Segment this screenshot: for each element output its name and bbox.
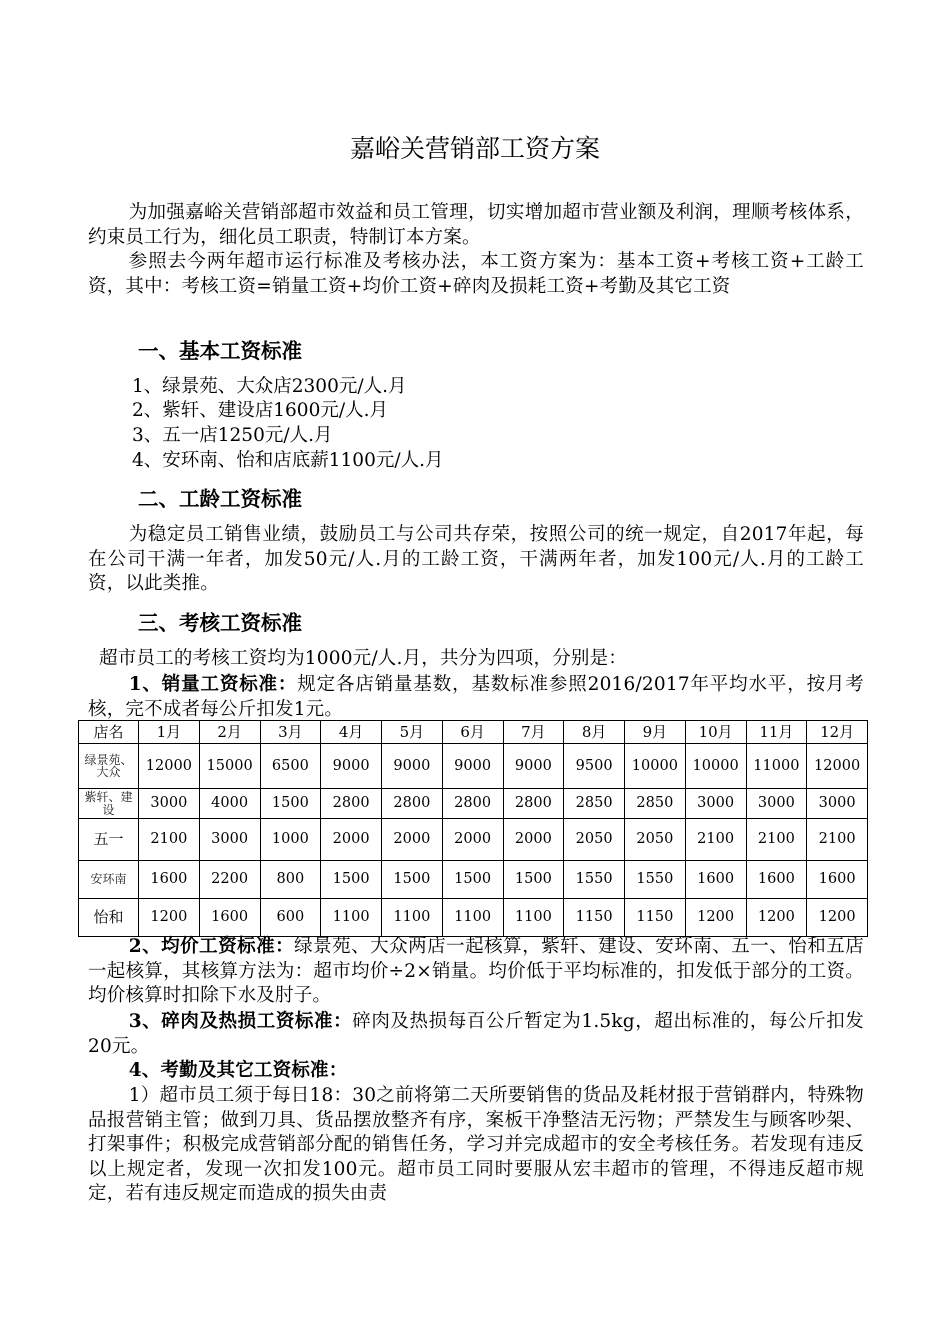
sales-base-cell: 3000 <box>199 819 260 861</box>
sales-base-cell: 9500 <box>564 744 625 789</box>
sales-base-cell: 12000 <box>807 744 868 789</box>
sales-base-cell: 11000 <box>746 744 807 789</box>
header-store: 店名 <box>79 721 139 744</box>
store-name-cell: 五一 <box>79 819 139 861</box>
sales-base-cell: 2850 <box>625 789 686 819</box>
sales-base-cell: 1100 <box>321 899 382 937</box>
sales-base-cell: 1600 <box>746 861 807 899</box>
sales-base-cell: 800 <box>260 861 321 899</box>
header-month: 6月 <box>442 721 503 744</box>
table-header-row <box>79 721 868 744</box>
sales-base-cell: 2800 <box>382 789 443 819</box>
sales-base-cell: 1500 <box>503 861 564 899</box>
table-row <box>79 819 868 861</box>
store-name-cell: 怡和 <box>79 899 139 937</box>
sales-base-cell: 10000 <box>625 744 686 789</box>
sales-base-cell: 10000 <box>685 744 746 789</box>
sales-base-cell: 2000 <box>442 819 503 861</box>
sales-base-cell: 1100 <box>503 899 564 937</box>
sales-base-cell: 1100 <box>382 899 443 937</box>
basic-salary-item-3: 3、五一店1250元/人.月 <box>132 425 333 446</box>
sales-base-cell: 3000 <box>139 789 200 819</box>
header-month: 5月 <box>382 721 443 744</box>
sales-base-cell: 12000 <box>139 744 200 789</box>
header-month: 11月 <box>746 721 807 744</box>
basic-salary-item-1: 1、绿景苑、大众店2300元/人.月 <box>132 376 407 397</box>
sales-base-cell: 3000 <box>746 789 807 819</box>
header-month: 4月 <box>321 721 382 744</box>
sales-base-cell: 1200 <box>139 899 200 937</box>
sales-base-cell: 2800 <box>442 789 503 819</box>
sales-base-cell: 2000 <box>503 819 564 861</box>
sales-base-cell: 9000 <box>442 744 503 789</box>
table-row <box>79 861 868 899</box>
sales-standard-text: 规定各店销量基数，基数标准参照2016/2017年平均水平，按月考核，完不成者每公斤扣发1元。 <box>88 674 864 720</box>
sales-base-cell: 2100 <box>746 819 807 861</box>
sales-base-cell: 9000 <box>503 744 564 789</box>
header-month: 10月 <box>685 721 746 744</box>
sales-base-cell: 2100 <box>807 819 868 861</box>
page-title: 嘉峪关营销部工资方案 <box>349 134 600 163</box>
sales-base-cell: 2000 <box>382 819 443 861</box>
table-body <box>79 744 868 937</box>
sales-base-cell: 1150 <box>564 899 625 937</box>
header-month: 12月 <box>807 721 868 744</box>
avg-price-standard-text: 绿景苑、大众两店一起核算，紫轩、建设、安环南、五一、怡和五店一起核算，其核算方法为：超市均价÷2×销量。均价低于平均标准的，扣发低于部分的工资。均价核算时扣除下水及肘子。 <box>88 936 864 1006</box>
header-month: 2月 <box>199 721 260 744</box>
sales-base-cell: 1500 <box>260 789 321 819</box>
sales-base-cell: 2850 <box>564 789 625 819</box>
header-month: 9月 <box>625 721 686 744</box>
sales-base-cell: 1600 <box>139 861 200 899</box>
table-row <box>79 899 868 937</box>
header-month: 3月 <box>260 721 321 744</box>
sales-base-cell: 1500 <box>382 861 443 899</box>
header-month: 1月 <box>139 721 200 744</box>
sales-base-cell: 2800 <box>321 789 382 819</box>
intro-paragraph-2: 参照去今两年超市运行标准及考核办法，本工资方案为：基本工资+考核工资+工龄工资，其中：考核工资=销量工资+均价工资+碎肉及损耗工资+考勤及其它工资 <box>88 251 864 297</box>
sales-base-cell: 1600 <box>199 899 260 937</box>
sales-base-cell: 9000 <box>382 744 443 789</box>
avg-price-standard-label: 2、均价工资标准： <box>128 936 295 957</box>
store-name-cell: 紫轩、建设 <box>79 789 139 819</box>
sales-base-cell: 4000 <box>199 789 260 819</box>
attendance-standard-heading <box>88 1059 864 1084</box>
assessment-intro: 超市员工的考核工资均为1000元/人.月，共分为四项，分别是： <box>99 648 627 669</box>
seniority-salary-paragraph: 为稳定员工销售业绩，鼓励员工与公司共存荣，按照公司的统一规定，自2017年起，每在公司干满一年者，加发50元/人.月的工龄工资，干满两年者，加发100元/人.月的工龄工资，以此类推。 <box>88 524 864 594</box>
attendance-standard-paragraph: 1）超市员工须于每日18：30之前将第二天所要销售的货品及耗材报于营销群内，特殊物品报营销主管；做到刀具、货品摆放整齐有序，案板干净整洁无污物；严禁发生与顾客吵架、打架事件；积极完成营销部分配的销售任务，学习并完成超市的安全考核任务。若发现有违反以上规定者，发现一次扣发100元。超市员工同时要服从宏丰超市的管理，不得违反超市规定，若有违反规定而造成的损失由责 <box>88 1085 864 1204</box>
sales-base-cell: 1200 <box>807 899 868 937</box>
sales-base-cell: 2200 <box>199 861 260 899</box>
scrap-loss-standard-text: 碎肉及热损每百公斤暂定为1.5kg，超出标准的，每公斤扣发20元。 <box>88 1011 864 1057</box>
intro-paragraph-1: 为加强嘉峪关营销部超市效益和员工管理，切实增加超市营业额及利润，理顺考核体系，约束员工行为，细化员工职责，特制订本方案。 <box>88 202 864 248</box>
basic-salary-item-2: 2、紫轩、建设店1600元/人.月 <box>132 400 388 421</box>
table-row <box>79 789 868 819</box>
store-name-cell: 安环南 <box>79 861 139 899</box>
sales-standard-label: 1、销量工资标准： <box>128 674 298 695</box>
scrap-loss-standard-label: 3、碎肉及热损工资标准： <box>128 1011 353 1032</box>
sales-base-cell: 1550 <box>564 861 625 899</box>
sales-base-table <box>78 720 868 937</box>
sales-base-cell: 2800 <box>503 789 564 819</box>
sales-base-cell: 1000 <box>260 819 321 861</box>
sales-base-cell: 2000 <box>321 819 382 861</box>
attendance-standard-label: 4、考勤及其它工资标准： <box>128 1060 348 1081</box>
section-heading-basic-salary: 一、基本工资标准 <box>138 339 302 363</box>
sales-standard-paragraph <box>88 673 864 722</box>
sales-base-cell: 1600 <box>685 861 746 899</box>
sales-base-cell: 1200 <box>685 899 746 937</box>
sales-base-cell: 1550 <box>625 861 686 899</box>
sales-base-cell: 2100 <box>685 819 746 861</box>
sales-base-cell: 3000 <box>807 789 868 819</box>
store-name-cell: 绿景苑、大众 <box>79 744 139 789</box>
sales-base-cell: 6500 <box>260 744 321 789</box>
sales-base-cell: 1200 <box>746 899 807 937</box>
section-heading-assessment-salary: 三、考核工资标准 <box>138 611 302 635</box>
sales-base-cell: 1500 <box>442 861 503 899</box>
header-month: 7月 <box>503 721 564 744</box>
section-heading-seniority-salary: 二、工龄工资标准 <box>138 487 302 511</box>
basic-salary-item-4: 4、安环南、怡和店底薪1100元/人.月 <box>132 450 444 471</box>
sales-base-cell: 1150 <box>625 899 686 937</box>
avg-price-standard-paragraph <box>88 935 864 1009</box>
scrap-loss-standard-paragraph <box>88 1010 864 1059</box>
sales-base-cell: 2100 <box>139 819 200 861</box>
sales-base-cell: 1600 <box>807 861 868 899</box>
sales-base-cell: 1500 <box>321 861 382 899</box>
table-row <box>79 744 868 789</box>
sales-base-cell: 9000 <box>321 744 382 789</box>
header-month: 8月 <box>564 721 625 744</box>
sales-base-cell: 600 <box>260 899 321 937</box>
sales-base-cell: 15000 <box>199 744 260 789</box>
sales-base-cell: 3000 <box>685 789 746 819</box>
sales-base-cell: 2050 <box>564 819 625 861</box>
sales-base-cell: 2050 <box>625 819 686 861</box>
sales-base-cell: 1100 <box>442 899 503 937</box>
